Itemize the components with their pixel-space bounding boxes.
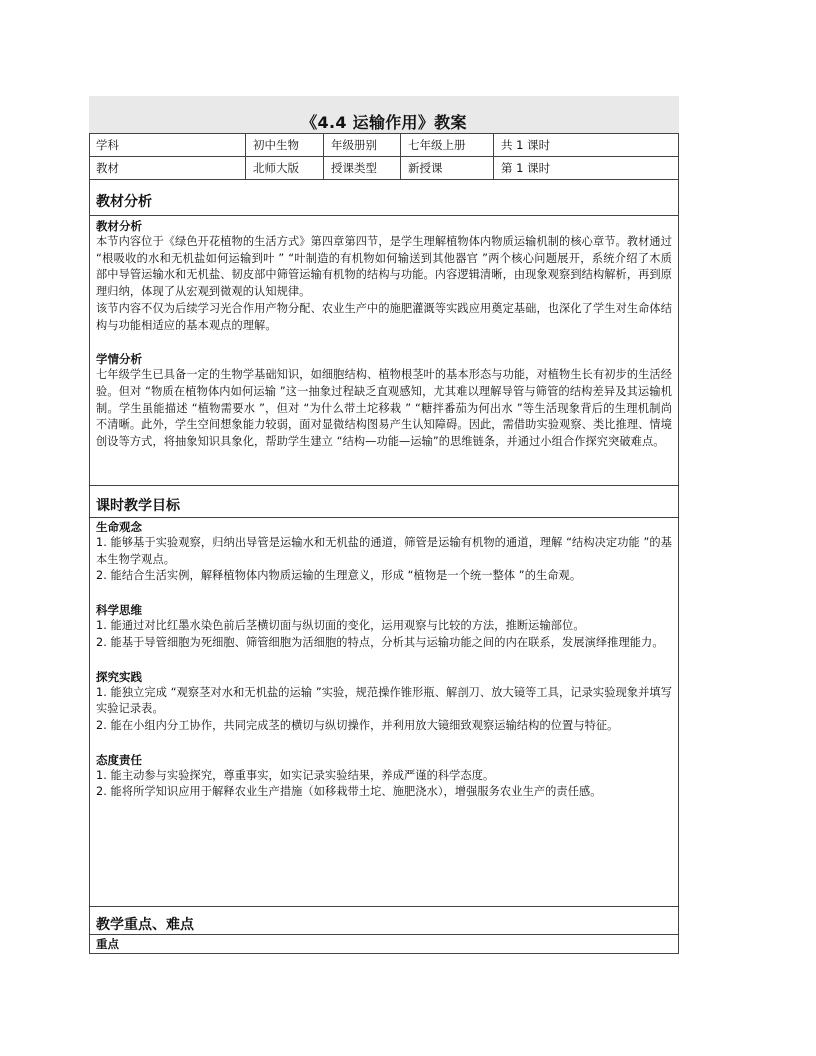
key-points-sub: 重点 <box>96 937 119 951</box>
textbook-analysis-para-2: 该节内容不仅为后续学习光合作用产物分配、农业生产中的施肥灌溉等实践应用奠定基础，也深化了学生对生命体结构与功能相适应的基本观点的理解。 <box>96 301 672 332</box>
key-points-heading: 教学重点、难点 <box>89 907 679 935</box>
objective-item: 1. 能独立完成 “观察茎对水和无机盐的运输 ”实验，规范操作锥形瓶、解剖刀、放大镜等工具，记录实验现象并填写实验记录表。 <box>96 685 672 716</box>
info-row-textbook <box>89 157 679 180</box>
student-analysis-para: 七年级学生已具备一定的生物学基础知识，如细胞结构、植物根茎叶的基本形态与功能，对植物生长有初步的生活经验。但对 “物质在植物体内如何运输 ”这一抽象过程缺乏直观感知，尤其难以理解导管与筛管的结构差异及其运输机制。学生虽能描述 “植物需要水 ”，但对 “为什么带土坨移栽 ” “糖拌番茄为何出水 ”等生活现象背后的生理机制尚不清晰。此外，学生空间想象能力较弱，面对显微结构图易产生认知障碍。因此，需借助实验观察、类比推理、情境创设等方式，将抽象知识具象化，帮助学生建立 “结构—功能—运输”的思维链条，并通过小组合作探究突破难点。 <box>96 368 672 449</box>
student-analysis-title: 学情分析 <box>96 352 142 367</box>
objective-group-title: 探究实践 <box>96 669 142 684</box>
grade-value: 七年级上册 <box>401 134 494 156</box>
lesson-plan-page <box>89 96 679 956</box>
lesson-type-label: 授课类型 <box>324 157 401 179</box>
subject-label: 学科 <box>89 134 246 156</box>
textbook-analysis-title: 教材分析 <box>96 219 142 233</box>
objectives-heading: 课时教学目标 <box>89 486 679 518</box>
objective-item: 1. 能够基于实验观察，归纳出导管是运输水和无机盐的通道，筛管是运输有机物的通道，理解 “结构决定功能 ”的基本生物学观点。 <box>96 536 672 566</box>
objective-item: 2. 能将所学知识应用于解释农业生产措施（如移栽带土坨、施肥浇水），增强服务农业生产的责任感。 <box>96 785 602 799</box>
objective-item: 1. 能通过对比红墨水染色前后茎横切面与纵切面的变化，运用观察与比较的方法，推断运输部位。 <box>96 619 585 633</box>
objective-group-title: 科学思维 <box>96 603 142 618</box>
title-row <box>89 96 679 134</box>
objective-item: 2. 能在小组内分工协作，共同完成茎的横切与纵切操作，并利用放大镜细致观察运输结构的位置与特征。 <box>96 718 619 732</box>
objective-item: 2. 能基于导管细胞为死细胞、筛管细胞为活细胞的特点，分析其与运输功能之间的内在联系，发展演绎推理能力。 <box>96 635 664 649</box>
key-points-section <box>89 935 679 954</box>
analysis-heading: 教材分析 <box>89 180 679 216</box>
grade-label: 年级册别 <box>324 134 401 156</box>
analysis-section <box>89 216 679 486</box>
textbook-value: 北师大版 <box>246 157 324 179</box>
subject-value: 初中生物 <box>246 134 324 156</box>
current-period: 第 1 课时 <box>501 161 551 175</box>
objective-group-title: 生命观念 <box>96 520 142 534</box>
info-row-subject <box>89 134 679 157</box>
lesson-type-value: 新授课 <box>401 157 494 179</box>
objective-item: 2. 能结合生活实例，解释植物体内物质运输的生理意义，形成 “植物是一个统一整体 ”的生命观。 <box>96 569 582 583</box>
objective-item: 1. 能主动参与实验探究，尊重事实，如实记录实验结果，养成严谨的科学态度。 <box>96 768 495 782</box>
textbook-analysis-para-1: 本节内容位于《绿色开花植物的生活方式》第四章第四节，是学生理解植物体内物质运输机制的核心章节。教材通过 “根吸收的水和无机盐如何运输到叶 ” “叶制造的有机物如何输送到其他器官 ”两个核心问题展开，系统介绍了木质部中导管运输水和无机盐、韧皮部中筛管运输有机物的结构与功能。内容逻辑清晰，由现象观察到结构解析，再到原理归纳，体现了从宏观到微观的认知规律。 <box>96 235 672 299</box>
objective-group-title: 态度责任 <box>96 752 142 767</box>
textbook-label: 教材 <box>89 157 246 179</box>
page-title: 《4.4 运输作用》教案 <box>301 113 467 132</box>
total-periods: 共 1 课时 <box>501 138 551 152</box>
objectives-section <box>89 518 679 907</box>
